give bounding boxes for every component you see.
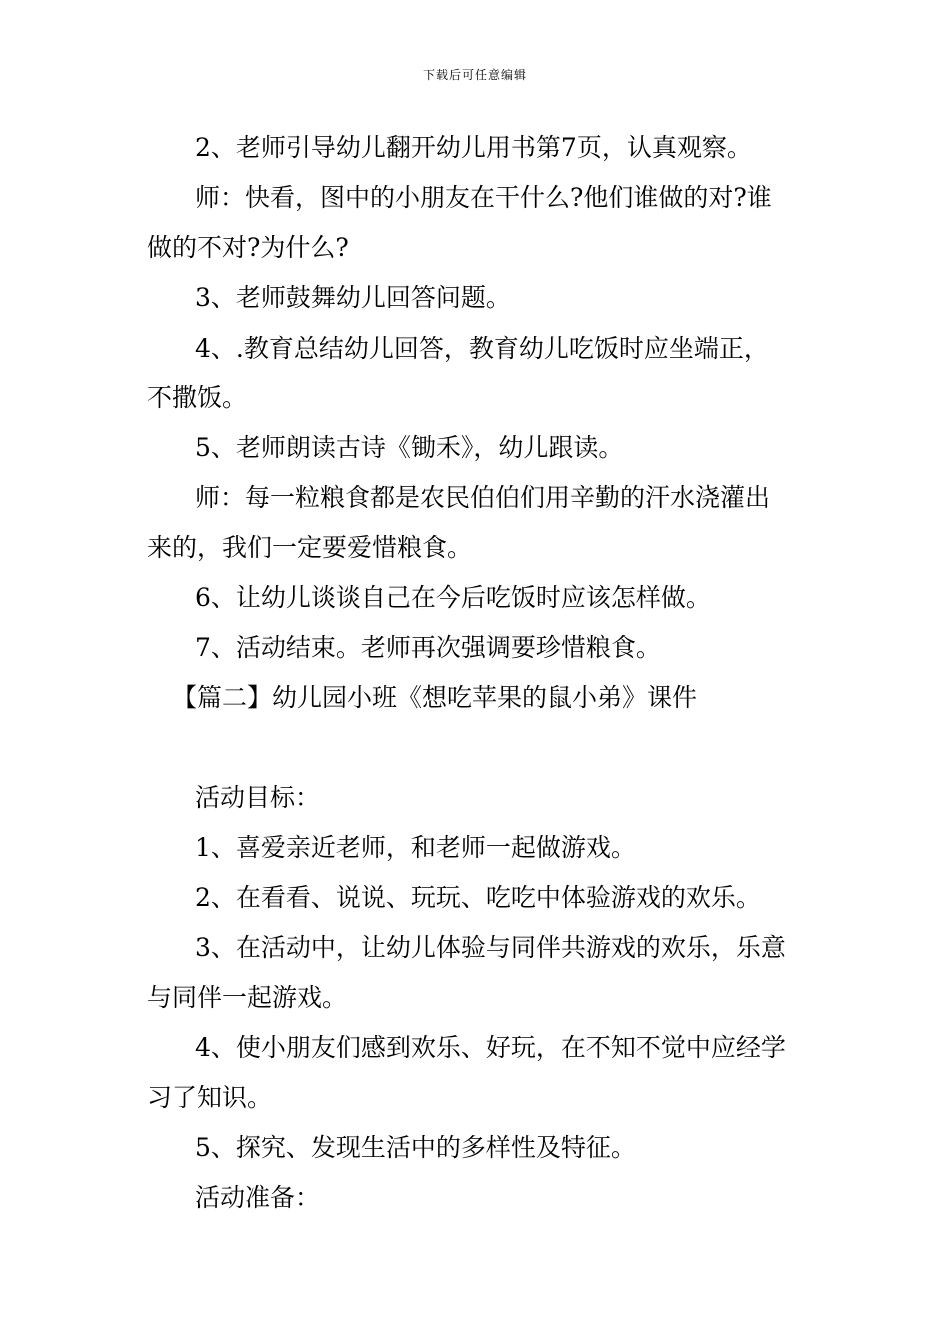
- paragraph-line: 7、活动结束。老师再次强调要珍惜粮食。: [195, 633, 661, 662]
- paragraph-line: 师：每一粒粮食都是农民伯伯们用辛勤的汗水浇灌出: [195, 483, 771, 512]
- paragraph-line: 2、在看看、说说、玩玩、吃吃中体验游戏的欢乐。: [195, 883, 761, 912]
- paragraph-line: 习了知识。: [147, 1083, 273, 1112]
- page-header-note: 下载后可任意编辑: [422, 68, 527, 82]
- paragraph-line: 来的，我们一定要爱惜粮食。: [147, 533, 473, 562]
- section-heading: 【篇二】幼儿园小班《想吃苹果的鼠小弟》课件: [172, 683, 698, 712]
- paragraph-line: 不撒饭。: [147, 383, 248, 412]
- paragraph-line: 2、老师引导幼儿翻开幼儿用书第7页，认真观察。: [195, 133, 752, 162]
- paragraph-line: 活动目标：: [195, 783, 321, 812]
- paragraph-line: 与同伴一起游戏。: [147, 983, 348, 1012]
- paragraph-line: 3、老师鼓舞幼儿回答问题。: [195, 283, 511, 312]
- paragraph-line: 活动准备：: [195, 1183, 321, 1212]
- paragraph-line: 做的不对?为什么?: [147, 233, 349, 262]
- paragraph-line: 5、探究、发现生活中的多样性及特征。: [195, 1133, 636, 1162]
- paragraph-line: 4、.教育总结幼儿回答，教育幼儿吃饭时应坐端正，: [195, 334, 769, 363]
- paragraph-line: 1、喜爱亲近老师，和老师一起做游戏。: [195, 833, 636, 862]
- paragraph-line: 6、让幼儿谈谈自己在今后吃饭时应该怎样做。: [195, 583, 711, 612]
- paragraph-line: 师：快看，图中的小朋友在干什么?他们谁做的对?谁: [195, 183, 772, 212]
- paragraph-line: 5、老师朗读古诗《锄禾》，幼儿跟读。: [195, 433, 624, 462]
- paragraph-line: 4、使小朋友们感到欢乐、好玩，在不知不觉中应经学: [195, 1033, 786, 1062]
- paragraph-line: 3、在活动中，让幼儿体验与同伴共游戏的欢乐，乐意: [195, 933, 786, 962]
